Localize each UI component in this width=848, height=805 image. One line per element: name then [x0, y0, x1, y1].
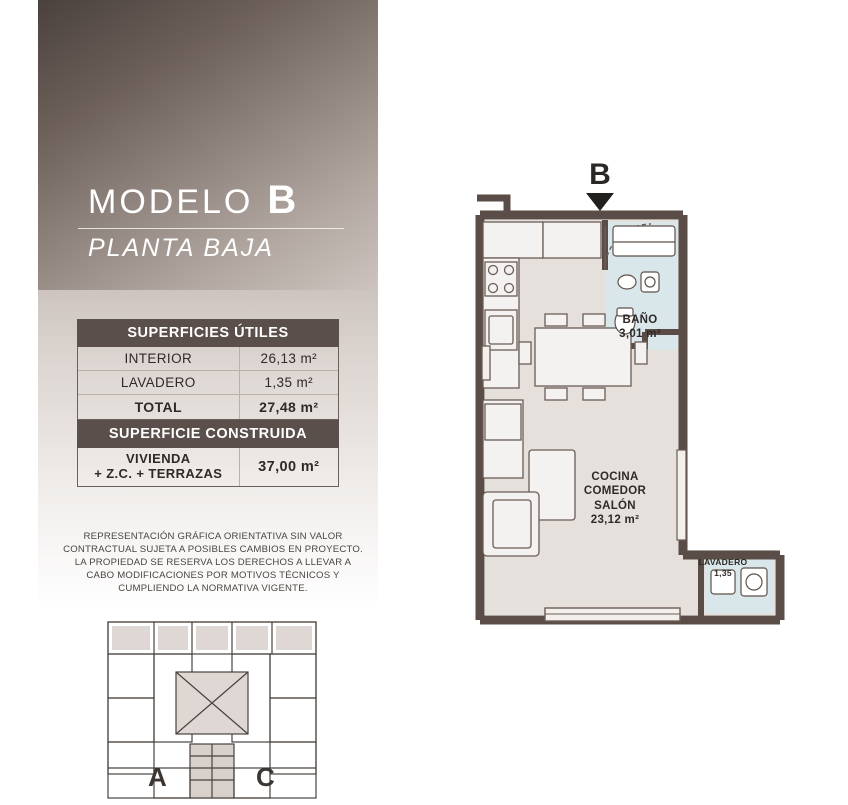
room-name-line1: COCINA	[591, 471, 639, 483]
table-row	[78, 347, 338, 371]
room-area: 3,01 m²	[619, 328, 661, 341]
door-left	[482, 346, 490, 380]
room-name-line3: SALÓN	[594, 499, 636, 512]
room-label-bano	[595, 313, 685, 342]
room-area: 1,35	[714, 567, 732, 578]
row-label-line2: + Z.C. + TERRAZAS	[94, 465, 223, 481]
row-label	[78, 448, 240, 486]
room-name-line2: COMEDOR	[583, 485, 647, 498]
key-plan-letter-a: A	[148, 762, 167, 792]
key-plan-drawing	[106, 620, 318, 800]
table-row-total	[78, 395, 338, 419]
model-title	[88, 178, 334, 223]
legal-disclaimer: REPRESENTACIÓN GRÁFICA ORIENTATIVA SIN VALOR CONTRACTUAL SUJETA A POSIBLES CAMBIOS EN PROYECTO. LA PROPIEDAD SE RESERVA LOS DERECHOS A LLEVAR A CABO MODIFICACIONES POR MOTIVOS TÉCNICOS Y CUMPLIENDO LA NORMATIVA VIGENTE.	[63, 531, 363, 594]
row-value: 27,48 m²	[259, 399, 319, 415]
room-label-salon	[550, 470, 680, 528]
room-name: BAÑO	[622, 314, 658, 326]
floor-subtitle: PLANTA BAJA	[88, 234, 274, 262]
row-label: INTERIOR	[78, 347, 240, 370]
floor-plan-drawing	[455, 150, 815, 650]
left-info-panel	[38, 0, 378, 800]
useful-areas-table	[77, 347, 339, 420]
model-title-word: MODELO	[88, 183, 254, 221]
model-title-letter: B	[267, 178, 297, 222]
key-plan	[106, 620, 318, 800]
room-label-lavadero	[683, 557, 763, 578]
table-row	[78, 448, 338, 486]
row-value: 26,13 m²	[260, 351, 318, 366]
built-area-header: SUPERFICIE CONSTRUIDA	[77, 420, 339, 448]
areas-tables	[77, 319, 339, 487]
room-name: LAVADERO	[698, 557, 748, 567]
sofa	[483, 492, 539, 556]
row-value: 37,00 m²	[258, 458, 320, 475]
title-divider	[78, 228, 344, 229]
built-area-table	[77, 448, 339, 487]
orientation-letter: B	[589, 158, 611, 191]
row-value: 1,35 m²	[264, 375, 314, 390]
window-bottom	[545, 608, 680, 621]
room-area: 23,12 m²	[590, 514, 640, 527]
key-plan-letter-c: C	[256, 762, 275, 792]
table-row	[78, 371, 338, 395]
row-label: LAVADERO	[78, 371, 240, 394]
row-label-line1: VIVIENDA	[125, 451, 191, 466]
useful-areas-header: SUPERFICIES ÚTILES	[77, 319, 339, 347]
row-label: TOTAL	[78, 395, 240, 419]
